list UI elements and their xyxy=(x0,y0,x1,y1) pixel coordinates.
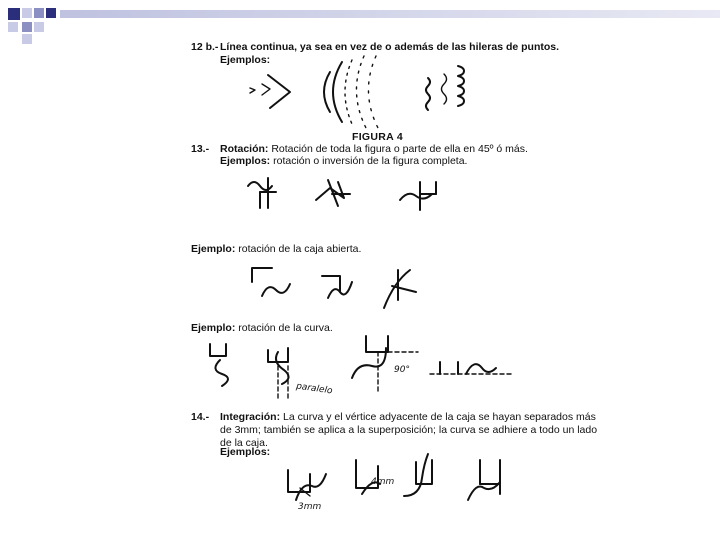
deco-square xyxy=(8,8,20,20)
rotation-figure-2 xyxy=(316,180,350,206)
curve-rotation-4 xyxy=(430,362,512,374)
integration-4 xyxy=(468,460,500,500)
deco-square xyxy=(34,8,44,18)
handwritten-note: 90° xyxy=(394,365,410,375)
dotted-chevron-sketch xyxy=(250,75,290,108)
item-definition xyxy=(220,411,600,450)
term: Ejemplo: xyxy=(191,322,236,334)
deco-square xyxy=(46,8,56,18)
item-number: 14.- xyxy=(191,411,210,423)
term: Rotación: xyxy=(220,143,269,155)
coil-sketch xyxy=(426,66,464,110)
deco-square xyxy=(34,22,44,32)
definition-text: Rotación de toda la figura o parte de ella en 45º ó más. xyxy=(271,143,528,155)
deco-square xyxy=(8,22,18,32)
term: Ejemplos: xyxy=(220,155,271,167)
examples-label: Ejemplos: xyxy=(220,54,271,66)
deco-square xyxy=(22,34,32,44)
handwritten-note: 3mm xyxy=(298,502,322,512)
example-curve-line xyxy=(191,322,333,335)
item-examples xyxy=(220,155,467,168)
curve-rotation-3 xyxy=(352,336,418,392)
integration-1 xyxy=(288,470,326,500)
examples-text: rotación o inversión de la figura completa. xyxy=(273,155,468,167)
definition-text: La curva y el vértice adyacente de la caja se hayan separados más de 3mm; también se aplica a la superposición; la curva se adhiere a todo un lado de la caja. xyxy=(220,411,598,449)
handwritten-note: 4mm xyxy=(371,477,395,487)
figure-caption: FIGURA 4 xyxy=(352,131,404,143)
examples-label: Ejemplos: xyxy=(220,446,271,458)
term: Ejemplo: xyxy=(191,243,236,255)
deco-square xyxy=(22,22,32,32)
box-rotation-1 xyxy=(252,268,290,296)
rotation-figure-1 xyxy=(248,178,276,208)
rotation-figure-3 xyxy=(400,182,436,210)
curve-rotation-1 xyxy=(210,344,228,386)
box-rotation-3 xyxy=(384,270,416,308)
term: Integración: xyxy=(220,411,281,423)
deco-bar xyxy=(60,10,720,18)
item-title: Línea continua, ya sea en vez de o además de las hileras de puntos. xyxy=(220,41,560,53)
deco-square xyxy=(22,8,32,18)
item-number: 13.- xyxy=(191,143,210,155)
item-number: 12 b.- xyxy=(191,41,219,53)
integration-3 xyxy=(404,454,432,496)
handwritten-note: paralelo xyxy=(295,381,334,397)
example-text: rotación de la caja abierta. xyxy=(238,243,362,255)
example-box-line xyxy=(191,243,361,256)
dotted-arcs-sketch xyxy=(324,56,378,128)
box-rotation-2 xyxy=(322,276,352,298)
example-text: rotación de la curva. xyxy=(238,322,333,334)
curve-rotation-2 xyxy=(268,348,289,400)
